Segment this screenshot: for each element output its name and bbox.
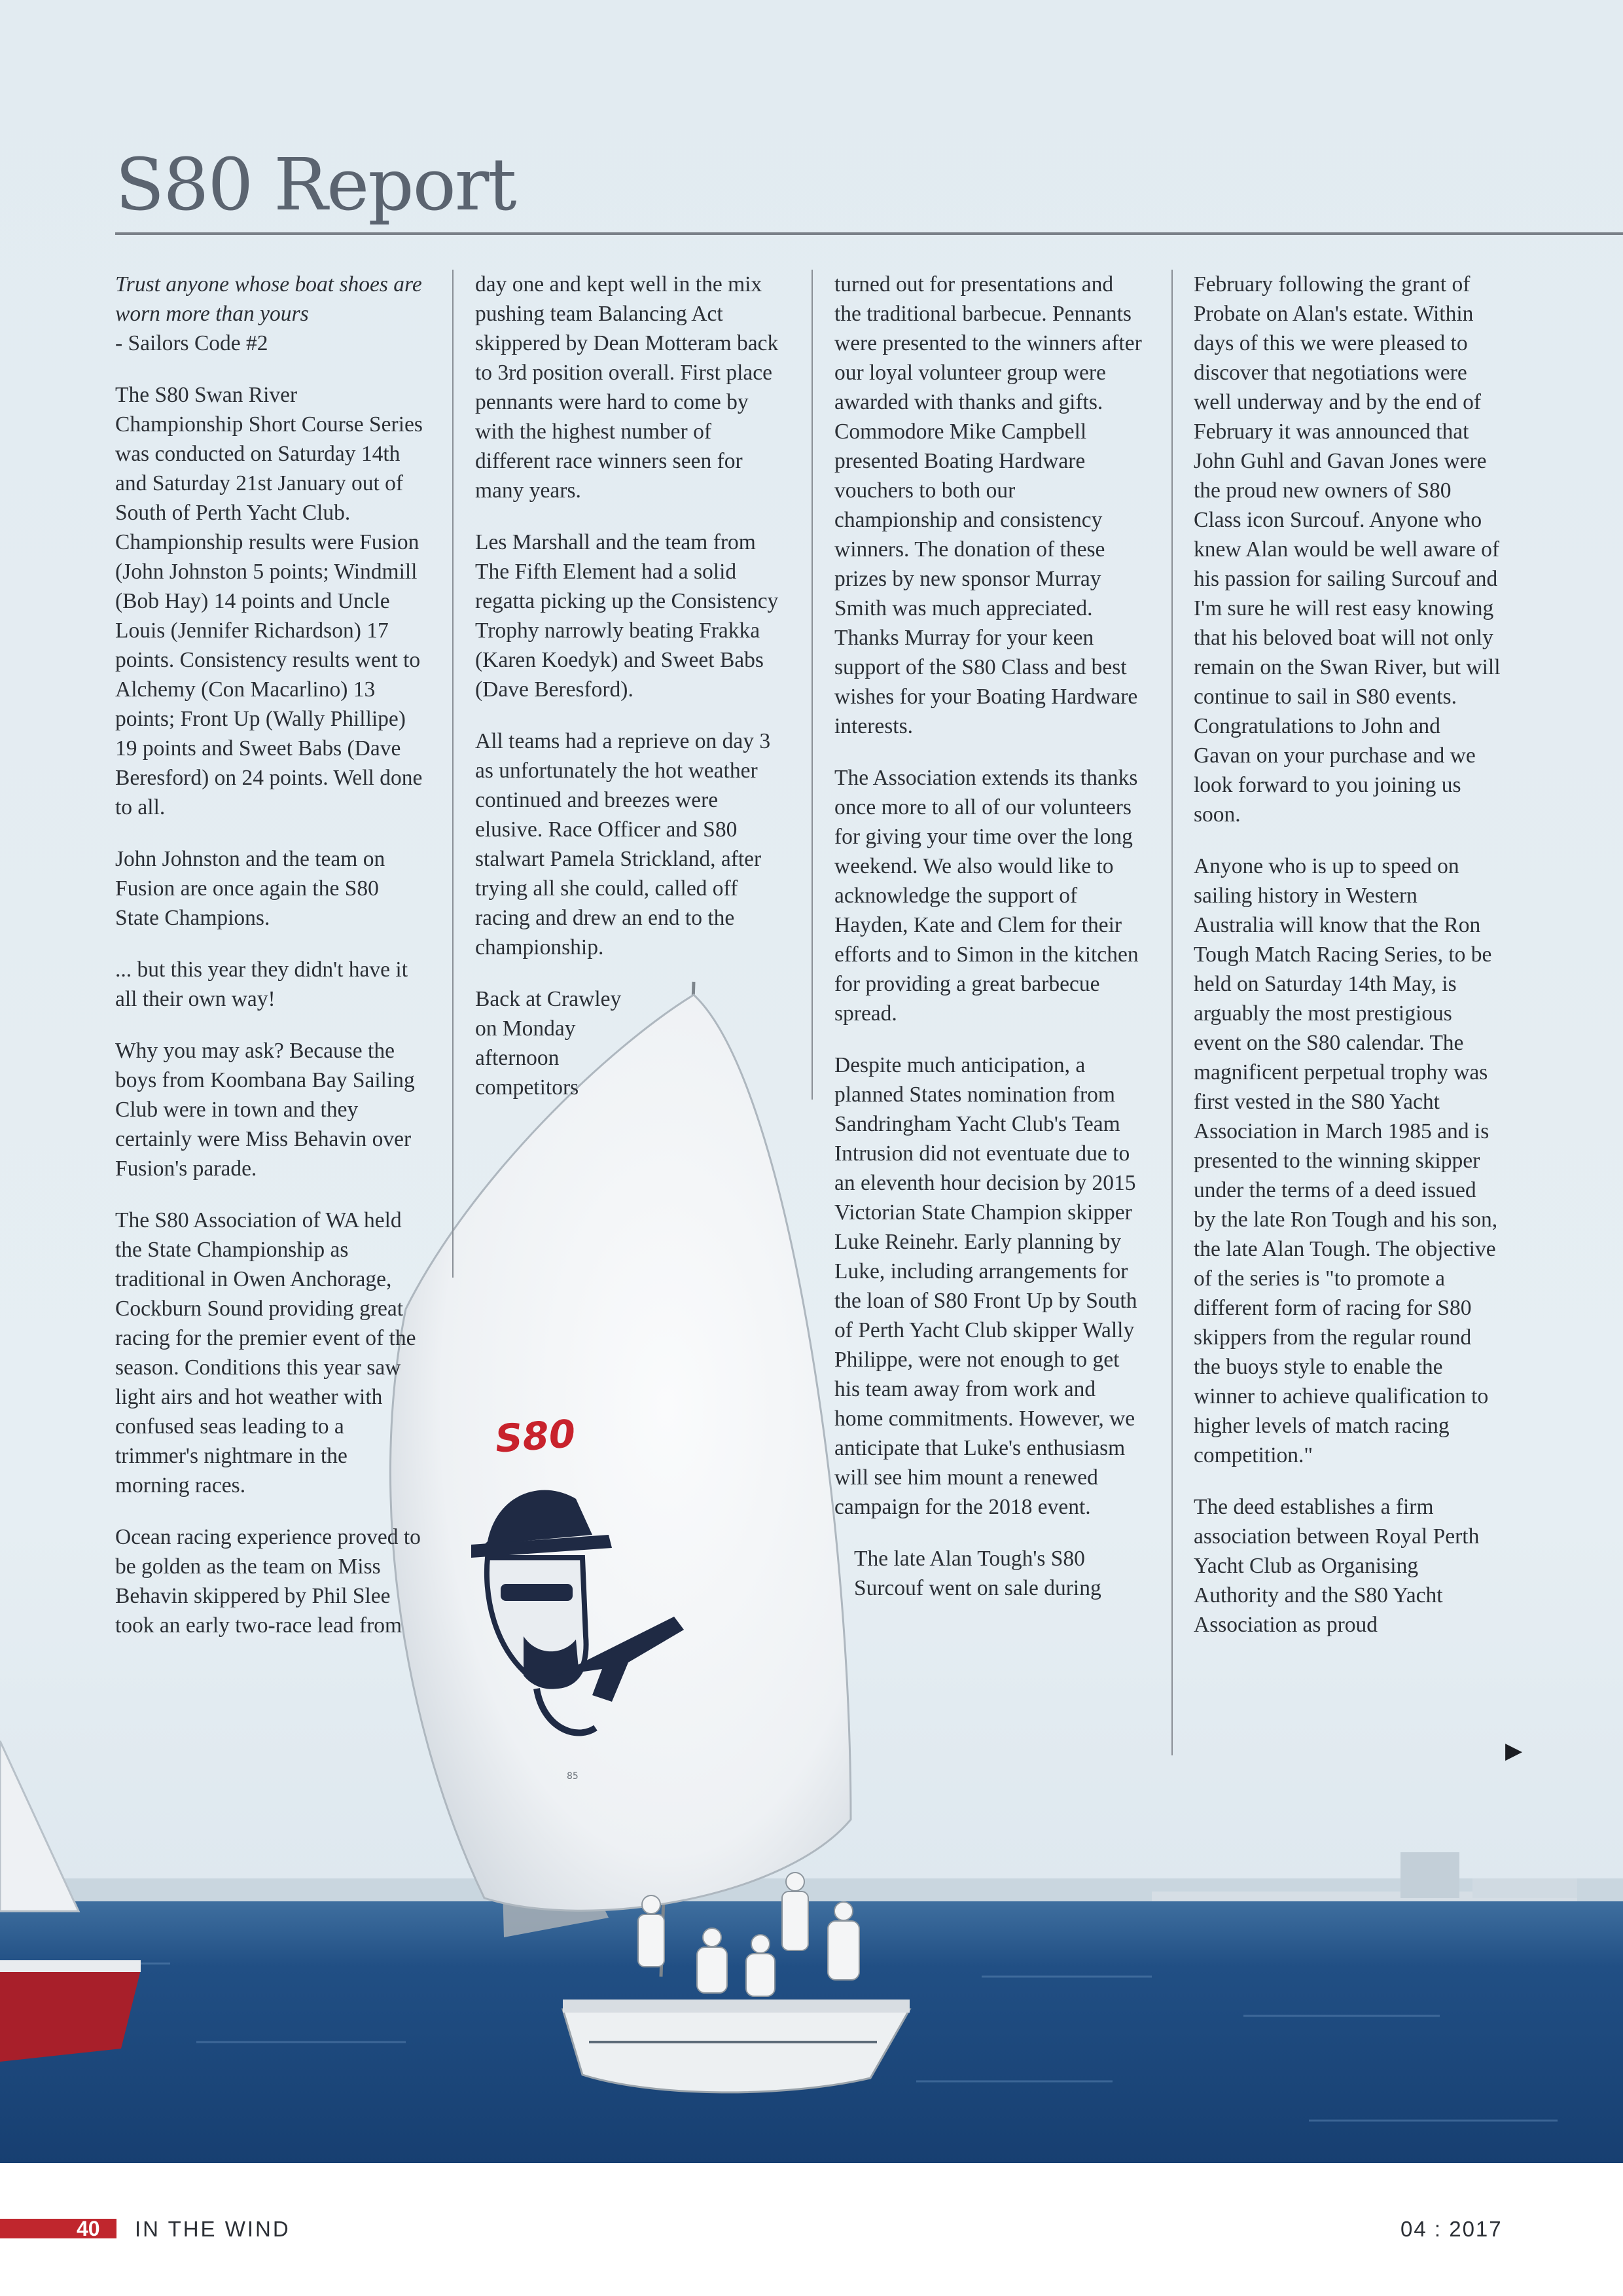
paragraph: Les Marshall and the team from The Fifth Element had a solid regatta picking up the Consistency Trophy narrowly beating Frakka (Karen Koedyk) and Sweet Babs (Dave Beresford).	[475, 530, 779, 702]
quote-text: Trust anyone whose boat shoes are worn more than yours	[115, 272, 422, 326]
paragraph: February following the grant of Probate on Alan's estate. Within days of this we were pleased to discover that negotiations were well underway and by the end of February it was announced that John Guhl and Gavan Jones were the proud new owners of S80 Class icon Surcouf. Anyone who knew Alan would be well aware of his passion for sailing Surcouf and I'm sure he will rest easy knowing that his beloved boat will not only remain on the Swan River, but will continue to sail in S80 events. Congratulations to John and Gavan on your purchase and we look forward to you joining us soon.	[1194, 272, 1501, 827]
opening-quote	[115, 270, 423, 358]
title-rule	[115, 232, 1623, 235]
paragraph: John Johnston and the team on Fusion are once again the S80 State Champions.	[115, 847, 385, 930]
article-title: S80 Report	[115, 143, 516, 226]
article-column-3	[834, 270, 1142, 1625]
paragraph: day one and kept well in the mix pushing team Balancing Act skippered by Dean Motteram back to 3rd position overall. First place pennants were hard to come by with the highest number of different race winners seen for many years.	[475, 272, 779, 503]
paragraph: The deed establishes a firm association between Royal Perth Yacht Club as Organising Authority and the S80 Yacht Association as proud	[1194, 1495, 1480, 1637]
article-column-2	[475, 270, 783, 1124]
article-column-1	[115, 270, 423, 1662]
paragraph: The Association extends its thanks once more to all of our volunteers for giving your time over the long weekend. We also would like to acknowledge the support of Hayden, Kate and Clem for their efforts and to Simon in the kitchen for providing a great barbecue spread.	[834, 766, 1139, 1026]
paragraph: Back at Crawley on Monday afternoon competitors	[475, 987, 622, 1100]
paragraph: ... but this year they didn't have it all their own way!	[115, 958, 408, 1011]
paragraph: turned out for presentations and the traditional barbecue. Pennants were presented to the winners after our loyal volunteer group were awarded with thanks and gifts. Commodore Mike Campbell presented Boating Hardware vouchers to both our championship and consistency winners. The donation of these prizes by new sponsor Murray Smith was much appreciated. Thanks Murray for your keen support of the S80 Class and best wishes for your Boating Hardware interests.	[834, 272, 1142, 738]
paragraph: All teams had a reprieve on day 3 as unfortunately the hot weather continued and breezes were elusive. Race Officer and S80 stalwart Pamela Strickland, after trying all she could, called off racing and drew an end to the championship.	[475, 729, 771, 960]
paragraph: Despite much anticipation, a planned States nomination from Sandringham Yacht Club's Team Intrusion did not eventuate due to an eleventh hour decision by 2015 Victorian State Champion skipper Luke Reinehr. Early planning by Luke, including arrangements for the loan of S80 Front Up by South of Perth Yacht Club skipper Wally Philippe, were not enough to get his team away from work and home commitments. However, we anticipate that Luke's enthusiasm will see him mount a renewed campaign for the 2018 event.	[834, 1053, 1137, 1519]
column-divider	[452, 270, 454, 1278]
paragraph: Why you may ask? Because the boys from Koombana Bay Sailing Club were in town and they certainly were Miss Behavin over Fusion's parade.	[115, 1039, 415, 1181]
magazine-name: IN THE WIND	[135, 2217, 291, 2241]
sail-small-text: 85	[567, 1771, 579, 1782]
column-divider	[812, 270, 813, 1100]
paragraph: The late Alan Tough's S80 Surcouf went on sale during	[854, 1547, 1101, 1600]
column-divider	[1171, 270, 1173, 1755]
paragraph: The S80 Association of WA held the State Championship as traditional in Owen Anchorage, Cockburn Sound providing great racing for the premier event of the season. Conditions this year saw light airs and hot weather with confused seas leading to a trimmer's nightmare in the morning races.	[115, 1208, 416, 1498]
sail-marking: S80	[493, 1411, 577, 1462]
article-column-4	[1194, 270, 1501, 1662]
quote-attribution: - Sailors Code #2	[115, 331, 268, 355]
right-triangle-icon: ▶	[1505, 1738, 1523, 1764]
paragraph: Ocean racing experience proved to be golden as the team on Miss Behavin skippered by Phil Slee took an early two-race lead from	[115, 1525, 421, 1638]
page-number: 40	[77, 2217, 100, 2240]
paragraph: The S80 Swan River Championship Short Course Series was conducted on Saturday 14th and Saturday 21st January out of South of Perth Yacht Club. Championship results were Fusion (John Johnston 5 points; Windmill (Bob Hay) 14 points and Uncle Louis (Jennifer Richardson) 17 points. Consistency results went to Alchemy (Con Macarlino) 13 points; Front Up (Wally Phillipe) 19 points and Sweet Babs (Dave Beresford) on 24 points. Well done to all.	[115, 383, 423, 819]
paragraph: Anyone who is up to speed on sailing history in Western Australia will know that the Ron Tough Match Racing Series, to be held on Saturday 14th May, is arguably the most prestigious event on the S80 calendar. The magnificent perpetual trophy was first vested in the S80 Yacht Association in March 1985 and is presented to the winning skipper under the terms of a deed issued by the late Ron Tough and his son, the late Alan Tough. The objective of the series is "to promote a different form of racing for S80 skippers from the regular round the buoys style to enable the winner to achieve qualification to higher levels of match racing competition."	[1194, 854, 1498, 1467]
issue-date: 04 : 2017	[1400, 2217, 1503, 2241]
